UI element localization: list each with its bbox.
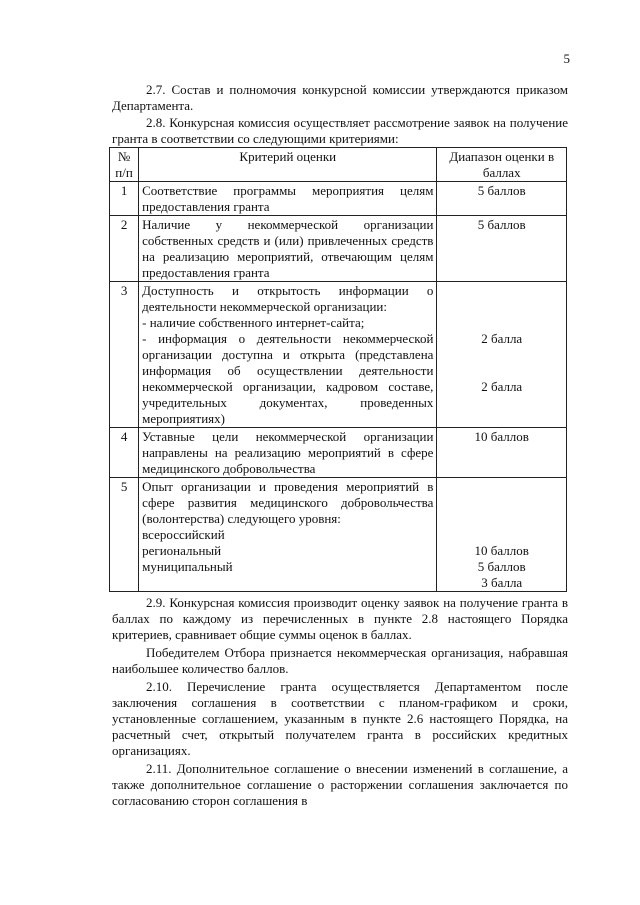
table-row: [110, 216, 567, 282]
row-number: 2: [110, 216, 139, 282]
range-value: 5 баллов: [477, 559, 526, 574]
header-range: Диапазон оценки в баллах: [437, 148, 567, 182]
range-value: 2 балла: [481, 379, 523, 394]
table-header-row: [110, 148, 567, 182]
level-label: региональный: [142, 543, 222, 558]
table-row: [110, 182, 567, 216]
level-label: всероссийский: [142, 527, 225, 542]
row-number: 5: [110, 478, 139, 592]
header-criterion: Критерий оценки: [139, 148, 437, 182]
table-row: [110, 428, 567, 478]
range-value: 10 баллов: [474, 543, 529, 558]
row-criterion: [139, 282, 437, 428]
criteria-table: [109, 147, 567, 592]
paragraph-winner: Победителем Отбора признается некоммерческая организация, набравшая наибольшее количество баллов.: [112, 645, 568, 676]
row-range: 10 баллов: [437, 428, 567, 478]
paragraph-2-11: 2.11. Дополнительное соглашение о внесении изменений в соглашение, а также дополнительное соглашение о расторжении соглашения заключается по согласованию сторон соглашения в: [112, 761, 568, 808]
row-criterion: Наличие у некоммерческой организации собственных средств и (или) привлеченных средств на реализацию мероприятий, отвечающим целям предоставления гранта: [139, 216, 437, 282]
row-range: 5 баллов: [437, 182, 567, 216]
row-range: [437, 478, 567, 592]
row-criterion: Соответствие программы мероприятия целям предоставления гранта: [139, 182, 437, 216]
range-value: 3 балла: [481, 575, 523, 590]
row-number: 4: [110, 428, 139, 478]
range-value: 2 балла: [481, 331, 523, 346]
row-criterion: [139, 478, 437, 592]
criterion-intro: Опыт организации и проведения мероприятий в сфере развития медицинского добровольчества (волонтерства) следующего уровня:: [142, 479, 434, 526]
paragraph-2-9: 2.9. Конкурсная комиссия производит оценку заявок на получение гранта в баллах по каждому из перечисленных в пункте 2.8 настоящего Порядка критериев, сравнивает общие суммы оценок в баллах.: [112, 595, 568, 642]
header-num: № п/п: [110, 148, 139, 182]
criterion-item: - наличие собственного интернет-сайта;: [142, 315, 365, 330]
row-range: [437, 282, 567, 428]
table-row: [110, 282, 567, 428]
criterion-item: - информация о деятельности некоммерческой организации доступна и открыта (представлена информация об осуществлении деятельности некоммерческой организации, кадровом составе, учредительных документах, проведенных мероприятиях): [142, 331, 434, 426]
level-label: муниципальный: [142, 559, 233, 574]
paragraph-2-7: 2.7. Состав и полномочия конкурсной комиссии утверждаются приказом Департамента.: [112, 82, 568, 113]
row-range: 5 баллов: [437, 216, 567, 282]
paragraph-2-10: 2.10. Перечисление гранта осуществляется Департаментом после заключения соглашения в соответствии с планом-графиком и сроки, установленные соглашением, указанным в пункте 2.6 настоящего Порядка, на расчетный счет, открытый получателем гранта в российских кредитных организациях.: [112, 679, 568, 758]
page-number: 5: [563, 51, 570, 66]
criterion-intro: Доступность и открытость информации о деятельности некоммерческой организации:: [142, 283, 434, 314]
row-number: 3: [110, 282, 139, 428]
row-number: 1: [110, 182, 139, 216]
paragraph-2-8: 2.8. Конкурсная комиссия осуществляет рассмотрение заявок на получение гранта в соответствии со следующими критериями:: [112, 115, 568, 146]
table-row: [110, 478, 567, 592]
row-criterion: Уставные цели некоммерческой организации направлены на реализацию мероприятий в сфере медицинского добровольчества: [139, 428, 437, 478]
